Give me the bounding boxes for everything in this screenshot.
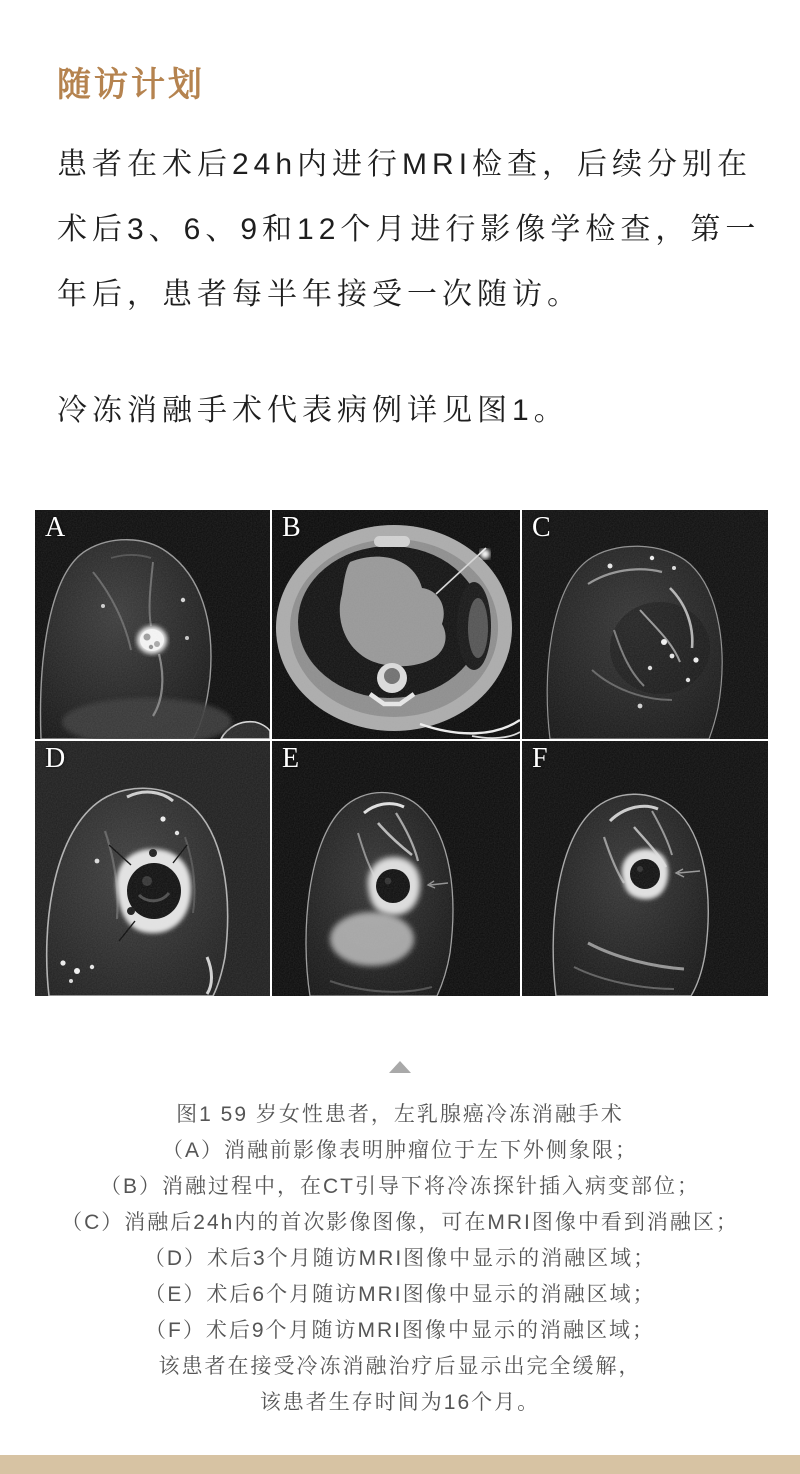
breast-mri-3-month-image <box>35 741 270 996</box>
footer-accent-bar <box>0 1455 800 1474</box>
figure-panel-c <box>522 510 768 739</box>
chest-ct-probe-image <box>272 510 520 739</box>
section-title: 随访计划 <box>57 66 205 104</box>
caption-line: （C）消融后24h内的首次影像图像，可在MRI图像中看到消融区； <box>61 1211 739 1234</box>
panel-label-d: D <box>45 743 66 774</box>
triangle-up-icon <box>389 1061 411 1073</box>
caption-line: 图1 59 岁女性患者，左乳腺癌冷冻消融手术 <box>176 1103 624 1126</box>
paragraph-line: 患者在术后24h内进行MRI检查，后续分别在 <box>57 148 753 181</box>
figure-panel-f <box>522 741 768 996</box>
body-paragraph-2: 冷冻消融手术代表病例详见图1。 <box>57 394 569 427</box>
caption-line: 该患者在接受冷冻消融治疗后显示出完全缓解， <box>158 1355 642 1378</box>
caption-line: （B）消融过程中，在CT引导下将冷冻探针插入病变部位； <box>100 1175 700 1198</box>
paragraph-line: 术后3、6、9和12个月进行影像学检查，第一 <box>57 213 761 246</box>
caption-line: （A）消融前影像表明肿瘤位于左下外侧象限； <box>161 1139 638 1162</box>
figure-panel-d <box>35 741 270 996</box>
caption-line: （F）术后9个月随访MRI图像中显示的消融区域； <box>145 1319 655 1342</box>
figure-panel-e <box>272 741 520 996</box>
panel-label-a: A <box>45 512 66 543</box>
paragraph-line: 年后，患者每半年接受一次随访。 <box>57 278 582 311</box>
figure-1-image-grid <box>35 510 768 996</box>
breast-mri-pre-ablation-image <box>35 510 270 739</box>
panel-label-c: C <box>532 512 551 543</box>
figure-1-caption <box>0 1097 800 1421</box>
panel-label-f: F <box>532 743 548 774</box>
breast-mri-post-ablation-image <box>522 510 768 739</box>
caption-line: （D）术后3个月随访MRI图像中显示的消融区域； <box>143 1247 657 1270</box>
breast-mri-9-month-image <box>522 741 768 996</box>
panel-label-e: E <box>282 743 300 774</box>
body-paragraph-1 <box>57 132 761 327</box>
panel-label-b: B <box>282 512 301 543</box>
breast-mri-6-month-image <box>272 741 520 996</box>
caption-line: （E）术后6个月随访MRI图像中显示的消融区域； <box>144 1283 656 1306</box>
caption-line: 该患者生存时间为16个月。 <box>259 1391 541 1414</box>
figure-panel-a <box>35 510 270 739</box>
figure-panel-b <box>272 510 520 739</box>
